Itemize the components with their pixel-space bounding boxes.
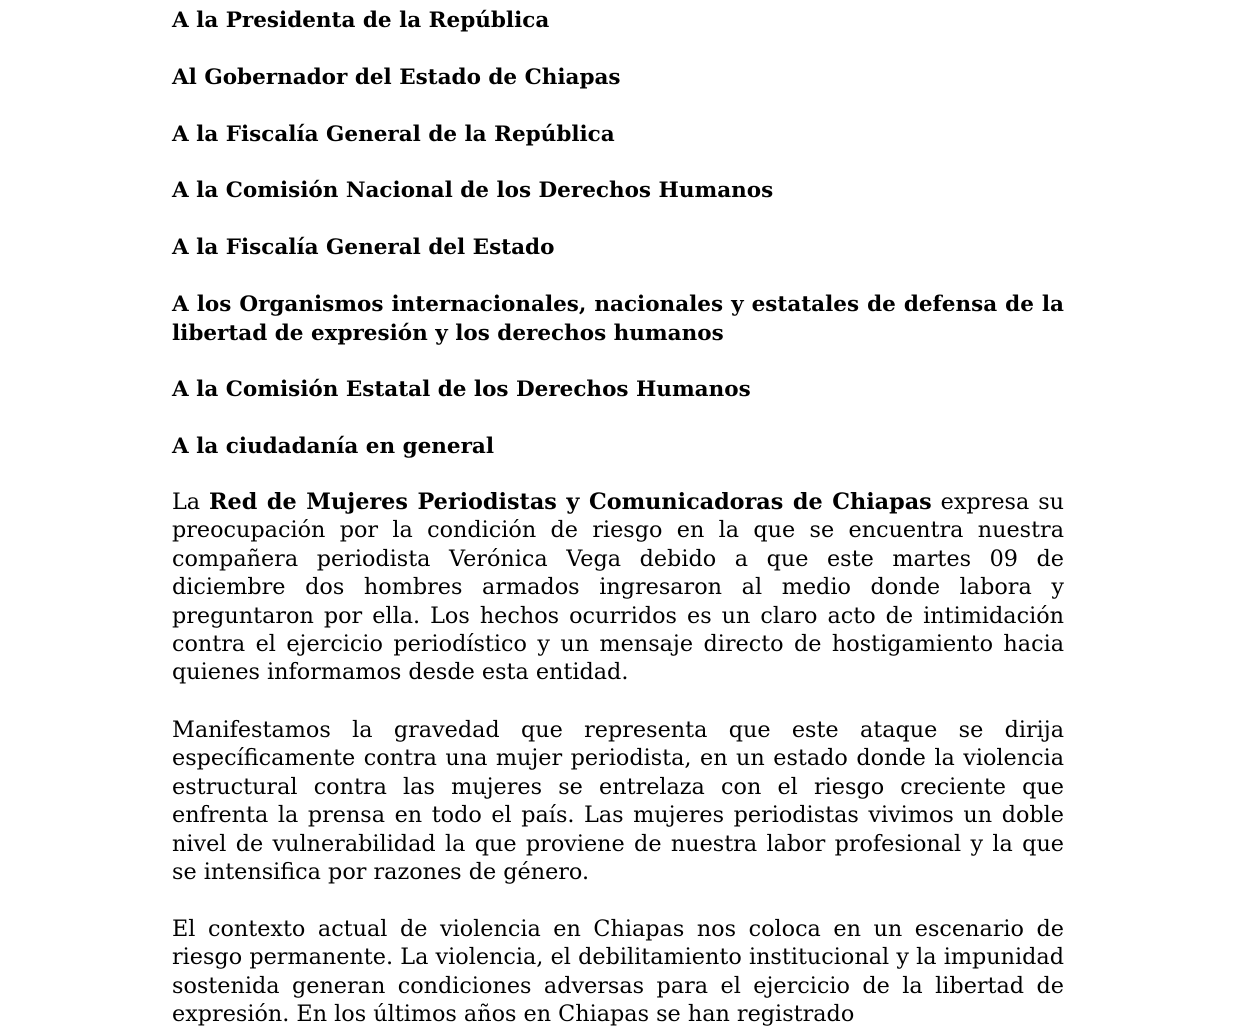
recipient-gobernador: Al Gobernador del Estado de Chiapas xyxy=(172,65,621,90)
organization-name: Red de Mujeres Periodistas y Comunicadoras de Chiapas xyxy=(209,489,932,515)
recipient-cndh: A la Comisión Nacional de los Derechos Humanos xyxy=(172,178,774,203)
paragraph-1-text: expresa su preocupación por la condición de riesgo en la que se encuentra nuestra compañera periodista Verónica Vega debido a que este martes 09 de diciembre dos hombres armados ingresaron al medio donde labora y preguntaron por ella. Los hechos ocurridos es un claro acto de intimidación contra el ejercicio periodístico y un mensaje directo de hostigamiento hacia quienes informamos desde esta entidad. xyxy=(172,489,1064,686)
recipient-cedh: A la Comisión Estatal de los Derechos Humanos xyxy=(172,377,751,402)
paragraph-1 xyxy=(172,488,1064,687)
recipient-organismos: A los Organismos internacionales, nacionales y estatales de defensa de la libertad de expresión y los derechos humanos xyxy=(172,292,1064,346)
recipient-fiscalia-estado: A la Fiscalía General del Estado xyxy=(172,235,555,260)
recipient-ciudadania: A la ciudadanía en general xyxy=(172,434,495,459)
paragraph-2: Manifestamos la gravedad que representa que este ataque se dirija específicamente contra una mujer periodista, en un estado donde la violencia estructural contra las mujeres se entrelaza con el riesgo creciente que enfrenta la prensa en todo el país. Las mujeres periodistas vivimos un doble nivel de vulnerabilidad la que proviene de nuestra labor profesional y la que se intensifica por razones de género. xyxy=(172,717,1064,886)
recipient-fiscalia-republica: A la Fiscalía General de la República xyxy=(172,122,615,147)
paragraph-3: El contexto actual de violencia en Chiapas nos coloca en un escenario de riesgo permanente. La violencia, el debilitamiento institucional y la impunidad sostenida generan condiciones adversas para el ejercicio de la libertad de expresión. En los últimos años en Chiapas se han registrado xyxy=(172,916,1064,1028)
paragraph-1-intro: La xyxy=(172,489,210,515)
recipient-presidenta: A la Presidenta de la República xyxy=(172,8,550,33)
